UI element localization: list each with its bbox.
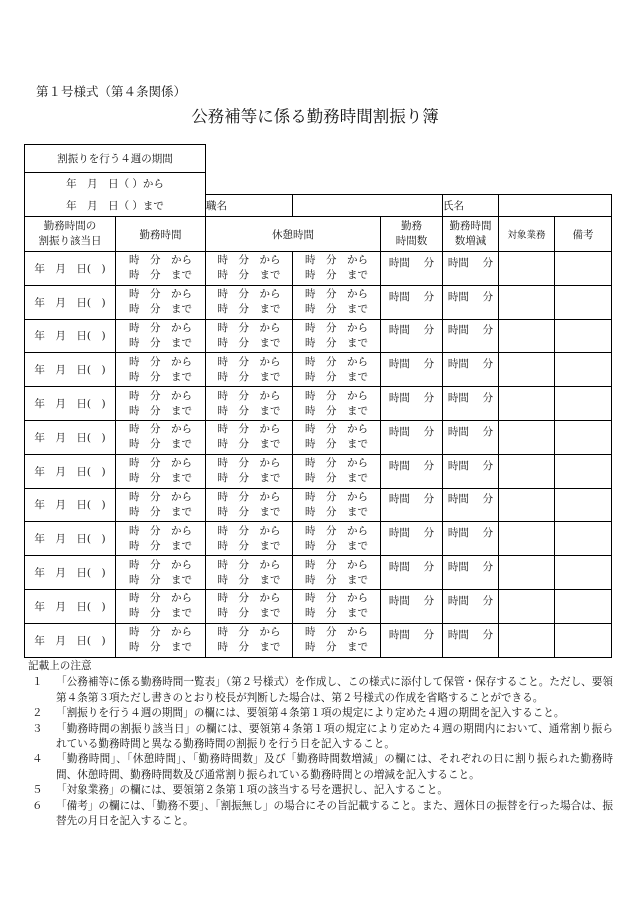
row-break-time-2-cell[interactable]: 時 分 から 時 分 まで <box>293 488 381 522</box>
row-work-time-cell[interactable]: 時 分 から 時 分 まで <box>116 522 206 556</box>
row-work-time-cell[interactable]: 時 分 から 時 分 まで <box>116 353 206 387</box>
note-text: 「公務補等に係る勤務時間一覧表」（第２号様式）を作成し、この様式に添付して保管・保存すること。ただし、要領第４条第３項ただし書きのとおり校長が判断した場合は、第２号様式の作成を省略することができる。 <box>56 676 613 704</box>
row-remarks-cell[interactable] <box>555 420 612 454</box>
row-remarks-cell[interactable] <box>555 623 612 657</box>
row-target-cell[interactable] <box>499 454 555 488</box>
row-target-cell[interactable] <box>499 252 555 286</box>
row-target-cell[interactable] <box>499 522 555 556</box>
row-target-cell[interactable] <box>499 319 555 353</box>
row-hours-cell[interactable]: 時間 分 <box>381 454 443 488</box>
row-hours-cell[interactable]: 時間 分 <box>381 285 443 319</box>
table-row <box>25 623 612 657</box>
row-change-cell[interactable]: 時間 分 <box>443 454 499 488</box>
page-title: 公務補等に係る勤務時間割振り簿 <box>191 107 439 126</box>
row-break-time-1-cell[interactable]: 時 分 から 時 分 まで <box>206 420 293 454</box>
row-break-time-1-cell[interactable]: 時 分 から 時 分 まで <box>206 623 293 657</box>
note-item <box>28 752 613 783</box>
row-work-time-cell[interactable]: 時 分 から 時 分 まで <box>116 589 206 623</box>
note-text: 「割振りを行う４週の期間」の欄には、要領第４条第１項の規定により定めた４週の期間を記入すること。 <box>56 707 565 720</box>
row-target-cell[interactable] <box>499 387 555 421</box>
table-row <box>25 556 612 590</box>
table-row <box>25 252 612 286</box>
row-work-time-cell[interactable]: 時 分 から 時 分 まで <box>116 623 206 657</box>
row-target-cell[interactable] <box>499 556 555 590</box>
table-row <box>25 285 612 319</box>
form-number: 第１号様式（第４条関係） <box>36 84 187 99</box>
position-field[interactable] <box>293 195 443 217</box>
row-break-time-2-cell[interactable]: 時 分 から 時 分 まで <box>293 420 381 454</box>
row-break-time-1-cell[interactable]: 時 分 から 時 分 まで <box>206 285 293 319</box>
note-text: 「勤務時間の割振り該当日」の欄には、要領第４条第１項の規定により定めた４週の期間内において、通常割り振られている勤務時間と異なる勤務時間の割振りを行う日を記入すること。 <box>56 722 613 751</box>
row-hours-cell[interactable]: 時間 分 <box>381 387 443 421</box>
note-number: ５ <box>32 784 43 797</box>
row-hours-cell[interactable]: 時間 分 <box>381 319 443 353</box>
row-remarks-cell[interactable] <box>555 454 612 488</box>
position-label: 職名 <box>206 195 293 217</box>
row-target-cell[interactable] <box>499 589 555 623</box>
table-row <box>25 589 612 623</box>
row-hours-cell[interactable]: 時間 分 <box>381 488 443 522</box>
period-label: 割振りを行う４週の期間 <box>25 145 206 173</box>
row-target-cell[interactable] <box>499 623 555 657</box>
note-item <box>28 675 613 706</box>
row-target-cell[interactable] <box>499 488 555 522</box>
row-work-time-cell[interactable]: 時 分 から 時 分 まで <box>116 387 206 421</box>
column-break-time-header: 休憩時間 <box>206 217 381 252</box>
row-work-time-cell[interactable]: 時 分 から 時 分 まで <box>116 252 206 286</box>
row-hours-cell[interactable]: 時間 分 <box>381 589 443 623</box>
row-break-time-1-cell[interactable]: 時 分 から 時 分 まで <box>206 522 293 556</box>
row-break-time-2-cell[interactable]: 時 分 から 時 分 まで <box>293 589 381 623</box>
row-break-time-1-cell[interactable]: 時 分 から 時 分 まで <box>206 319 293 353</box>
allocation-table <box>24 144 612 658</box>
note-number: ３ <box>32 722 43 735</box>
table-row <box>25 420 612 454</box>
note-item <box>28 722 613 753</box>
table-row <box>25 387 612 421</box>
column-hours-header: 勤務 時間数 <box>381 217 443 252</box>
row-change-cell[interactable]: 時間 分 <box>443 387 499 421</box>
table-row <box>25 522 612 556</box>
row-date-cell[interactable]: 年 月 日( ) <box>25 488 116 522</box>
row-break-time-1-cell[interactable]: 時 分 から 時 分 まで <box>206 353 293 387</box>
note-number: ４ <box>32 753 43 766</box>
row-date-cell[interactable]: 年 月 日( ) <box>25 285 116 319</box>
row-work-time-cell[interactable]: 時 分 から 時 分 まで <box>116 454 206 488</box>
row-break-time-2-cell[interactable]: 時 分 から 時 分 まで <box>293 285 381 319</box>
row-break-time-2-cell[interactable]: 時 分 から 時 分 まで <box>293 454 381 488</box>
row-remarks-cell[interactable] <box>555 522 612 556</box>
row-work-time-cell[interactable]: 時 分 から 時 分 まで <box>116 285 206 319</box>
column-work-time-header: 勤務時間 <box>116 217 206 252</box>
row-break-time-1-cell[interactable]: 時 分 から 時 分 まで <box>206 488 293 522</box>
row-hours-cell[interactable]: 時間 分 <box>381 252 443 286</box>
note-text: 「備考」の欄には、「勤務不要」、「割振無し」の場合にその旨記載すること。また、週休日の振替を行った場合は、振替先の月日を記入すること。 <box>56 799 613 828</box>
column-date-header: 勤務時間の 割振り該当日 <box>25 217 116 252</box>
row-remarks-cell[interactable] <box>555 556 612 590</box>
row-date-cell[interactable]: 年 月 日( ) <box>25 387 116 421</box>
row-date-cell[interactable]: 年 月 日( ) <box>25 556 116 590</box>
row-hours-cell[interactable]: 時間 分 <box>381 353 443 387</box>
note-item <box>28 706 613 721</box>
row-hours-cell[interactable]: 時間 分 <box>381 556 443 590</box>
row-work-time-cell[interactable]: 時 分 から 時 分 まで <box>116 319 206 353</box>
note-item <box>28 783 613 798</box>
row-hours-cell[interactable]: 時間 分 <box>381 623 443 657</box>
column-target-header: 対象業務 <box>499 217 555 252</box>
row-change-cell[interactable]: 時間 分 <box>443 623 499 657</box>
row-change-cell[interactable]: 時間 分 <box>443 252 499 286</box>
table-row <box>25 488 612 522</box>
row-change-cell[interactable]: 時間 分 <box>443 556 499 590</box>
row-target-cell[interactable] <box>499 285 555 319</box>
column-change-header: 勤務時間 数増減 <box>443 217 499 252</box>
period-from[interactable]: 年 月 日（ ）から <box>25 173 206 195</box>
row-change-cell[interactable]: 時間 分 <box>443 353 499 387</box>
row-remarks-cell[interactable] <box>555 353 612 387</box>
row-target-cell[interactable] <box>499 420 555 454</box>
note-number: ２ <box>32 707 43 720</box>
row-change-cell[interactable]: 時間 分 <box>443 589 499 623</box>
row-break-time-2-cell[interactable]: 時 分 から 時 分 まで <box>293 387 381 421</box>
table-row <box>25 454 612 488</box>
note-number: ６ <box>32 799 43 812</box>
note-item <box>28 799 613 830</box>
column-remarks-header: 備考 <box>555 217 612 252</box>
row-target-cell[interactable] <box>499 353 555 387</box>
row-date-cell[interactable]: 年 月 日( ) <box>25 589 116 623</box>
row-remarks-cell[interactable] <box>555 488 612 522</box>
row-break-time-1-cell[interactable]: 時 分 から 時 分 まで <box>206 589 293 623</box>
note-text: 「勤務時間」、「休憩時間」、「勤務時間数」及び「勤務時間数増減」の欄には、それぞれの日に割り振られた勤務時間、休憩時間、勤務時間数及び通常割り振られている勤務時間との増減を記入すること。 <box>56 753 613 781</box>
row-date-cell[interactable]: 年 月 日( ) <box>25 420 116 454</box>
row-break-time-2-cell[interactable]: 時 分 から 時 分 まで <box>293 353 381 387</box>
row-date-cell[interactable]: 年 月 日( ) <box>25 623 116 657</box>
row-date-cell[interactable]: 年 月 日( ) <box>25 319 116 353</box>
row-date-cell[interactable]: 年 月 日( ) <box>25 353 116 387</box>
row-break-time-2-cell[interactable]: 時 分 から 時 分 まで <box>293 252 381 286</box>
notes-heading: 記載上の注意 <box>28 660 92 672</box>
row-change-cell[interactable]: 時間 分 <box>443 319 499 353</box>
row-break-time-2-cell[interactable]: 時 分 から 時 分 まで <box>293 556 381 590</box>
table-row <box>25 353 612 387</box>
row-change-cell[interactable]: 時間 分 <box>443 285 499 319</box>
row-hours-cell[interactable]: 時間 分 <box>381 522 443 556</box>
row-change-cell[interactable]: 時間 分 <box>443 522 499 556</box>
row-change-cell[interactable]: 時間 分 <box>443 420 499 454</box>
row-break-time-1-cell[interactable]: 時 分 から 時 分 まで <box>206 454 293 488</box>
row-break-time-1-cell[interactable]: 時 分 から 時 分 まで <box>206 387 293 421</box>
row-work-time-cell[interactable]: 時 分 から 時 分 まで <box>116 556 206 590</box>
notes-section <box>28 659 613 829</box>
row-remarks-cell[interactable] <box>555 589 612 623</box>
row-remarks-cell[interactable] <box>555 285 612 319</box>
note-number: １ <box>32 676 43 689</box>
row-break-time-2-cell[interactable]: 時 分 から 時 分 まで <box>293 319 381 353</box>
name-label: 氏名 <box>443 195 499 217</box>
row-work-time-cell[interactable]: 時 分 から 時 分 まで <box>116 488 206 522</box>
row-date-cell[interactable]: 年 月 日( ) <box>25 252 116 286</box>
row-remarks-cell[interactable] <box>555 319 612 353</box>
row-work-time-cell[interactable]: 時 分 から 時 分 まで <box>116 420 206 454</box>
row-break-time-2-cell[interactable]: 時 分 から 時 分 まで <box>293 623 381 657</box>
row-hours-cell[interactable]: 時間 分 <box>381 420 443 454</box>
period-to[interactable]: 年 月 日（ ）まで <box>25 195 206 217</box>
table-row <box>25 319 612 353</box>
row-date-cell[interactable]: 年 月 日( ) <box>25 454 116 488</box>
row-remarks-cell[interactable] <box>555 387 612 421</box>
row-break-time-2-cell[interactable]: 時 分 から 時 分 まで <box>293 522 381 556</box>
row-break-time-1-cell[interactable]: 時 分 から 時 分 まで <box>206 556 293 590</box>
row-break-time-1-cell[interactable]: 時 分 から 時 分 まで <box>206 252 293 286</box>
row-date-cell[interactable]: 年 月 日( ) <box>25 522 116 556</box>
row-change-cell[interactable]: 時間 分 <box>443 488 499 522</box>
note-text: 「対象業務」の欄には、要領第２条第１項の該当する号を選択し、記入すること。 <box>56 784 448 797</box>
name-field[interactable] <box>499 195 612 217</box>
row-remarks-cell[interactable] <box>555 252 612 286</box>
